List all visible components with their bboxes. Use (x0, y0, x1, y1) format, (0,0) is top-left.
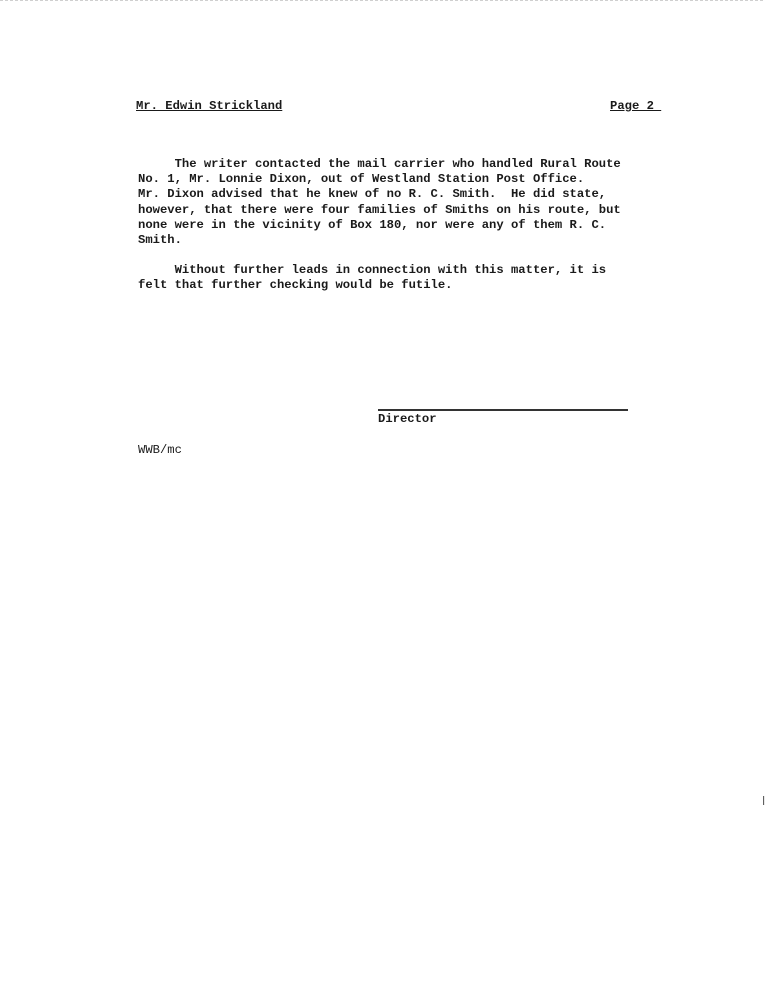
paragraph-1-line: none were in the vicinity of Box 180, nor were any of them R. C. (138, 217, 607, 232)
typist-initials: WWB/mc (138, 443, 182, 457)
top-edge-dots (0, 0, 763, 1)
paragraph-1-line: however, that there were four families of Smiths on his route, but (138, 202, 621, 217)
paragraph-2-line: Without further leads in connection with this matter, it is (138, 263, 607, 277)
paragraph-1-line: Mr. Dixon advised that he knew of no R. C. Smith. He did state, (138, 187, 607, 202)
page-number: Page 2 (610, 99, 662, 113)
paragraph-1 (138, 157, 658, 248)
paragraph-1-line: No. 1, Mr. Lonnie Dixon, out of Westland Station Post Office. (138, 172, 585, 187)
paragraph-1-line: The writer contacted the mail carrier who handled Rural Route (138, 157, 621, 171)
signature-title: Director (378, 412, 437, 426)
margin-mark: ǀ (760, 795, 767, 809)
paragraph-2 (138, 263, 658, 293)
paragraph-1-line: Smith. (138, 233, 182, 248)
signature-line (378, 409, 628, 411)
paragraph-2-line: felt that further checking would be futile. (138, 278, 453, 293)
addressee-name: Mr. Edwin Strickland (136, 99, 283, 113)
